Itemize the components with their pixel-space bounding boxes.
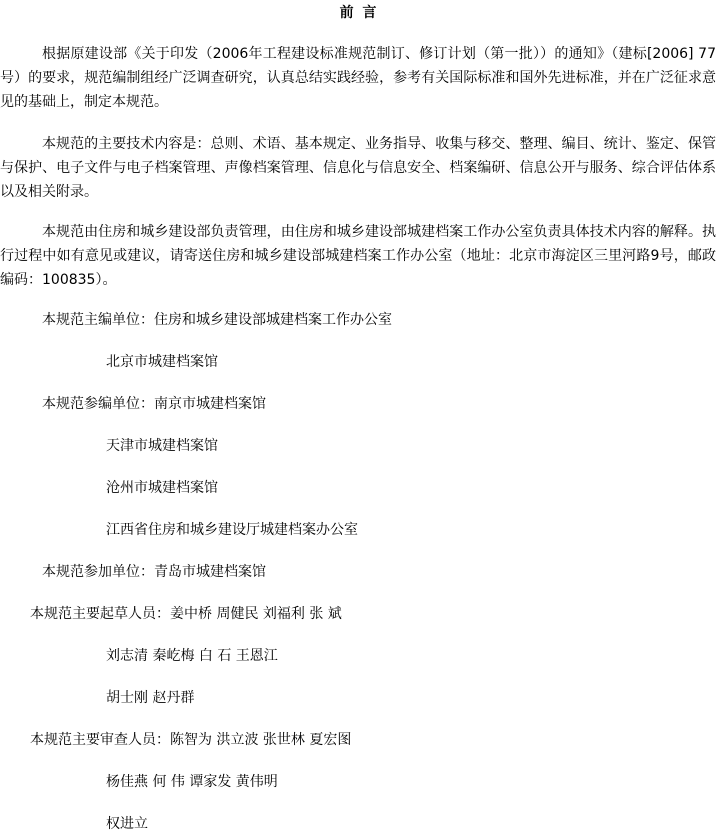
participant-unit: 本规范参加单位：青岛市城建档案馆 — [42, 564, 266, 580]
drafters-extra: 胡士刚 赵丹群 — [106, 690, 195, 706]
reviewers-extra: 杨佳燕 何 伟 谭家发 黄伟明 — [106, 774, 278, 790]
co-editor-unit-extra: 江西省住房和城乡建设厅城建档案办公室 — [106, 522, 358, 538]
paragraph-management: 本规范由住房和城乡建设部负责管理，由住房和城乡建设部城建档案工作办公室负责具体技术内容的解释。执行过程中如有意见或建议，请寄送住房和城乡建设部城建档案工作办公室（地址：北京市海淀区三里河路9号，邮政编码：100835）。 — [0, 224, 716, 288]
reviewers: 本规范主要审查人员：陈智为 洪立波 张世林 夏宏图 — [30, 732, 352, 748]
drafters: 本规范主要起草人员：姜中桥 周健民 刘福利 张 斌 — [30, 606, 342, 622]
reviewers-extra: 权进立 — [106, 816, 148, 832]
co-editor-unit-extra: 沧州市城建档案馆 — [106, 480, 218, 496]
chief-editor-unit-extra: 北京市城建档案馆 — [106, 354, 218, 370]
paragraph-contents: 本规范的主要技术内容是：总则、术语、基本规定、业务指导、收集与移交、整理、编目、统计、鉴定、保管与保护、电子文件与电子档案管理、声像档案管理、信息化与信息安全、档案编研、信息公开与服务、综合评估体系以及相关附录。 — [0, 136, 716, 200]
co-editor-unit: 本规范参编单位：南京市城建档案馆 — [42, 396, 266, 412]
drafters-extra: 刘志清 秦屹梅 白 石 王恩江 — [106, 648, 278, 664]
page-title: 前 言 — [339, 5, 379, 21]
paragraph-basis: 根据原建设部《关于印发（2006年工程建设标准规范制订、修订计划（第一批））的通知》（建标[2006] 77号）的要求，规范编制组经广泛调查研究，认真总结实践经验，参考有关国际标准和国外先进标准，并在广泛征求意见的基础上，制定本规范。 — [0, 46, 716, 110]
chief-editor-unit: 本规范主编单位：住房和城乡建设部城建档案工作办公室 — [42, 312, 392, 328]
co-editor-unit-extra: 天津市城建档案馆 — [106, 438, 218, 454]
